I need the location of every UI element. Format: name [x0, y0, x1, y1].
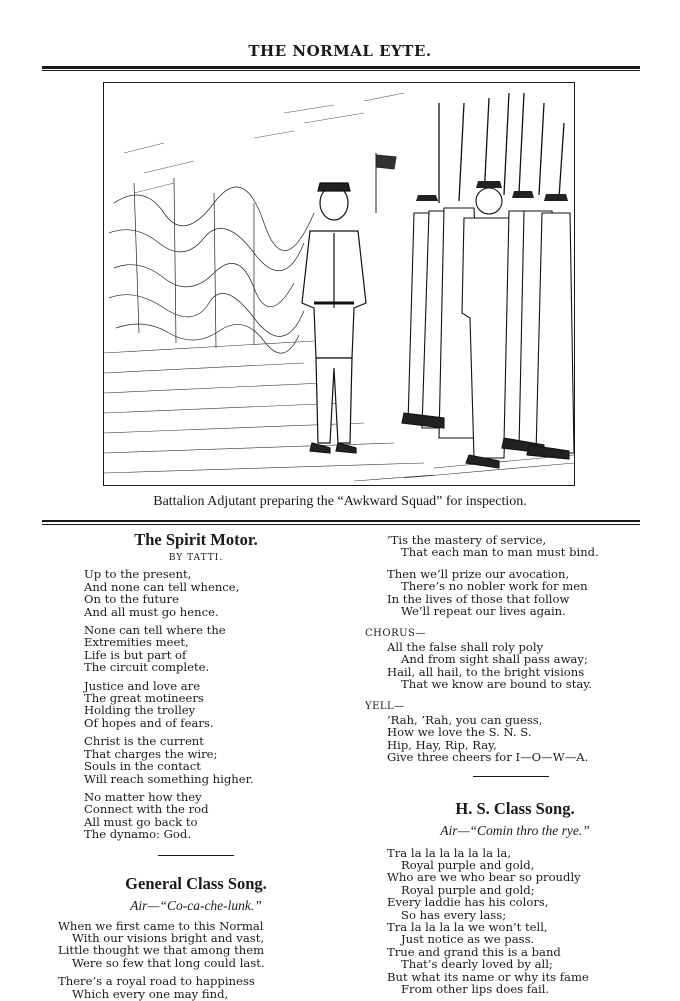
- poem-line: Little thought we that among them: [58, 943, 265, 958]
- poem-stanza: [84, 568, 326, 618]
- poem-line: Up to the present,: [84, 567, 192, 582]
- hs-song-poem: [365, 847, 665, 996]
- hs-song-air: Air—“Comin thro the rye.”: [440, 822, 590, 838]
- poem-line: On to the future: [84, 592, 179, 607]
- general-song-continued: [365, 534, 665, 617]
- poem-line: There’s a royal road to happiness: [58, 974, 255, 989]
- poem-line: With our visions bright and vast,: [72, 930, 265, 945]
- poem-line: In the lives of those that follow: [387, 591, 570, 606]
- poem-line: And from sight shall pass away;: [401, 652, 588, 667]
- poem-line: Tra la la la la we won’t tell,: [387, 919, 548, 934]
- poem-line: The dynamo: God.: [84, 827, 192, 842]
- yell-label: [365, 699, 665, 713]
- poem-line: Souls in the contact: [84, 759, 201, 774]
- poem-line: Royal purple and gold;: [401, 882, 535, 897]
- general-song-air: Air—“Co-ca-che-lunk.”: [130, 897, 262, 913]
- chorus-lines: [365, 641, 665, 691]
- poem-stanza: [58, 920, 326, 970]
- poem-stanza: [387, 568, 665, 618]
- poem-line: From other lips does fail.: [401, 981, 550, 996]
- poem-line: ’Rah, ’Rah, you can guess,: [387, 712, 543, 727]
- poem-line: ’Tis the mastery of service,: [387, 533, 547, 547]
- illustration-frame: [103, 82, 575, 486]
- poem-line: Just notice as we pass.: [401, 932, 535, 947]
- poem-line: Extremities meet,: [84, 635, 189, 650]
- poem-line: How we love the S. N. S.: [387, 725, 532, 740]
- chorus-label: [365, 626, 665, 640]
- poem-stanza: [84, 624, 326, 674]
- poem-line: Hail, all hail, to the bright visions: [387, 664, 585, 679]
- yell-lines: [365, 714, 665, 764]
- general-song-title: General Class Song.: [125, 873, 267, 893]
- poem-line: There’s no nobler work for men: [401, 579, 588, 594]
- poem-line: Who are we who bear so proudly: [387, 870, 581, 885]
- poem-line: Christ is the current: [84, 734, 204, 749]
- spirit-motor-byline: BY TATTI.: [168, 553, 224, 563]
- poem-separator: [473, 776, 549, 777]
- poem-stanza: [84, 791, 326, 841]
- right-column: [365, 534, 665, 995]
- poem-stanza: [58, 975, 326, 1000]
- general-song-poem: [58, 920, 326, 1000]
- illustration-caption: Battalion Adjutant preparing the “Awkward Squad” for inspection.: [153, 494, 527, 509]
- poem-line: So has every lass;: [401, 907, 507, 922]
- poem-line: Justice and love are: [84, 678, 201, 693]
- poem-stanza: [84, 735, 326, 785]
- spirit-motor-title: The Spirit Motor.: [134, 530, 258, 549]
- poem-line: That each man to man must bind.: [401, 545, 599, 560]
- poem-line: Give three cheers for I—O—W—A.: [387, 750, 589, 765]
- poem-line: That’s dearly loved by all;: [401, 957, 553, 972]
- chorus-label-text: CHORUS—: [365, 628, 426, 640]
- poem-line: We’ll repeat our lives again.: [401, 604, 566, 619]
- poem-line: Which every one may find,: [72, 986, 229, 1001]
- poem-line: Hip, Hay, Rip, Ray,: [387, 737, 497, 752]
- header-rule-thin: [42, 70, 640, 71]
- yell-label-text: YELL—: [365, 701, 405, 713]
- spirit-motor-poem: [66, 568, 326, 840]
- poem-line: Of hopes and of fears.: [84, 715, 214, 730]
- poem-line: That charges the wire;: [84, 746, 218, 761]
- poem-separator: [158, 855, 234, 856]
- section-rule: [42, 520, 640, 522]
- poem-line: That we know are bound to stay.: [401, 677, 592, 692]
- poem-line: Life is but part of: [84, 647, 187, 662]
- poem-line: The great motineers: [84, 691, 204, 706]
- poem-line: The circuit complete.: [84, 660, 210, 675]
- poem-line: Will reach something higher.: [84, 771, 254, 786]
- poem-line: Royal purple and gold,: [401, 857, 535, 872]
- left-column: [58, 530, 326, 1001]
- page-header: THE NORMAL EYTE.: [248, 42, 432, 60]
- poem-line: Were so few that long could last.: [72, 955, 265, 970]
- poem-line: And none can tell whence,: [84, 579, 240, 594]
- awkward-squad-illustration: [104, 83, 574, 485]
- poem-line: Holding the trolley: [84, 703, 196, 718]
- header-rule: [42, 66, 640, 69]
- poem-line: True and grand this is a band: [387, 944, 561, 959]
- poem-stanza: [84, 680, 326, 730]
- poem-line: No matter how they: [84, 789, 202, 804]
- poem-line: All the false shall roly poly: [387, 639, 544, 654]
- poem-line: Connect with the rod: [84, 802, 209, 817]
- section-rule-thin: [42, 524, 640, 525]
- poem-line: Then we’ll prize our avocation,: [387, 566, 570, 581]
- poem-line: None can tell where the: [84, 623, 226, 638]
- poem-line: But what its name or why its fame: [387, 969, 589, 984]
- poem-line: Every laddie has his colors,: [387, 895, 549, 910]
- poem-stanza: [387, 534, 665, 559]
- poem-line: Tra la la la la la la la,: [387, 845, 512, 860]
- poem-line: When we first came to this Normal: [58, 918, 264, 933]
- hs-song-title: H. S. Class Song.: [455, 798, 575, 818]
- poem-line: All must go back to: [84, 814, 198, 829]
- poem-line: And all must go hence.: [84, 604, 219, 619]
